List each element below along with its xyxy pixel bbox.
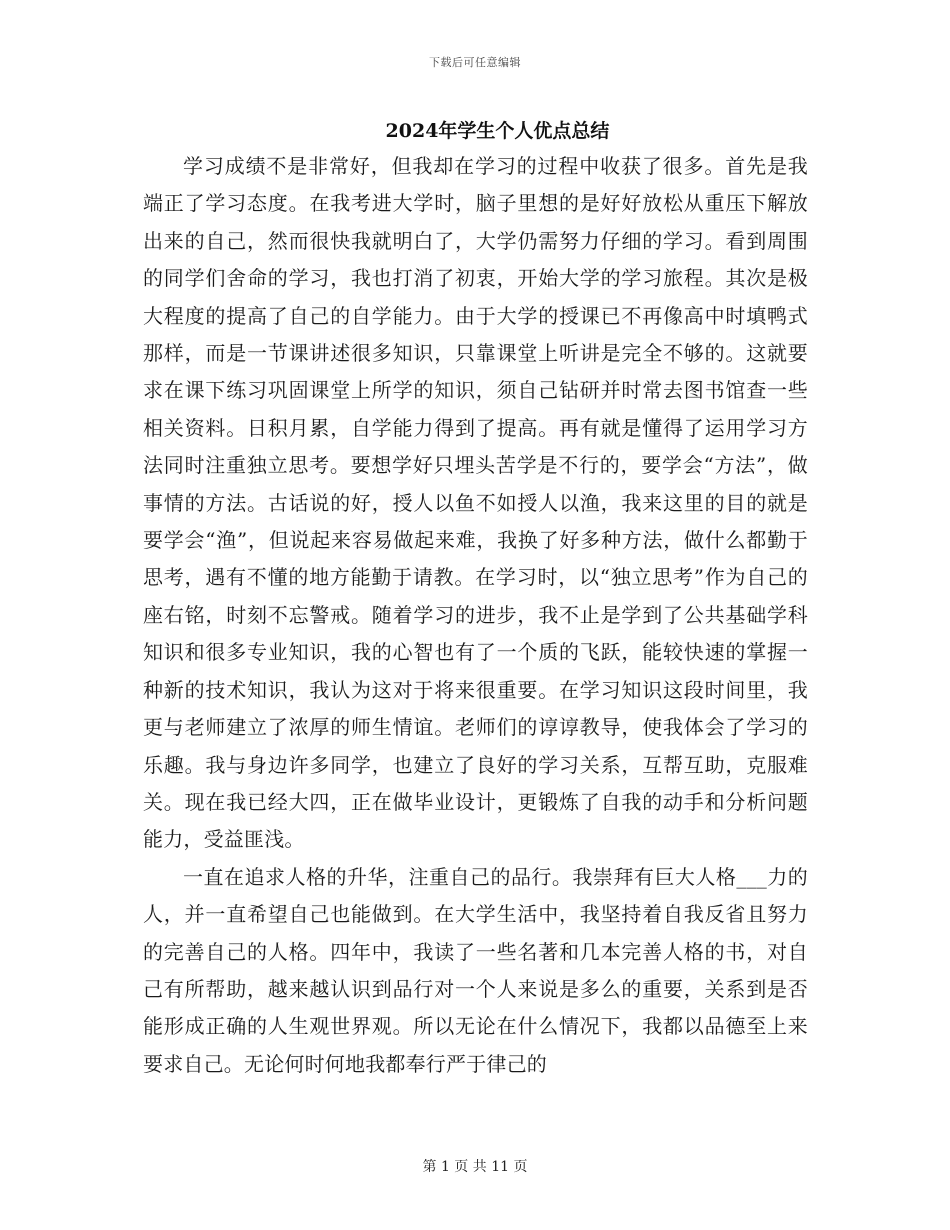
page-number-footer: 第 1 页 共 11 页: [422, 1159, 528, 1175]
document-title: 2024年学生个人优点总结: [385, 120, 610, 142]
paragraph-study: 学习成绩不是非常好，但我却在学习的过程中收获了很多。首先是我端正了学习态度。在我考进大学时，脑子里想的是好好放松从重压下解放出来的自己，然而很快我就明白了，大学仍需努力仔细的学习。看到周围的同学们舍命的学习，我也打消了初衷，开始大学的学习旅程。其次是极大程度的提高了自己的自学能力。由于大学的授课已不再像高中时填鸭式那样，而是一节课讲述很多知识，只靠课堂上听讲是完全不够的。这就要求在课下练习巩固课堂上所学的知识，须自己钻研并时常去图书馆查一些相关资料。日积月累，自学能力得到了提高。再有就是懂得了运用学习方法同时注重独立思考。要想学好只埋头苦学是不行的，要学会“方法”，做事情的方法。古话说的好，授人以鱼不如授人以渔，我来这里的目的就是要学会“渔”，但说起来容易做起来难，我换了好多种方法，做什么都勤于思考，遇有不懂的地方能勤于请教。在学习时，以“独立思考”作为自己的座右铭，时刻不忘警戒。随着学习的进步，我不止是学到了公共基础学科知识和很多专业知识，我的心智也有了一个质的飞跃，能较快速的掌握一种新的技术知识，我认为这对于将来很重要。在学习知识这段时间里，我更与老师建立了浓厚的师生情谊。老师们的谆谆教导，使我体会了学习的乐趣。我与身边许多同学，也建立了良好的学习关系，互帮互助，克服难关。现在我已经大四，正在做毕业设计，更锻炼了自我的动手和分析问题能力，受益匪浅。: [143, 154, 808, 852]
document-body: [143, 148, 808, 1083]
page-header-note: 下载后可任意编辑: [429, 56, 521, 69]
paragraph-character: 一直在追求人格的升华，注重自己的品行。我崇拜有巨大人格___力的人，并一直希望自己也能做到。在大学生活中，我坚持着自我反省且努力的完善自己的人格。四年中，我读了一些名著和几本完善人格的书，对自己有所帮助，越来越认识到品行对一个人来说是多么的重要，关系到是否能形成正确的人生观世界观。所以无论在什么情况下，我都以品德至上来要求自己。无论何时何地我都奉行严于律己的: [143, 864, 808, 1076]
